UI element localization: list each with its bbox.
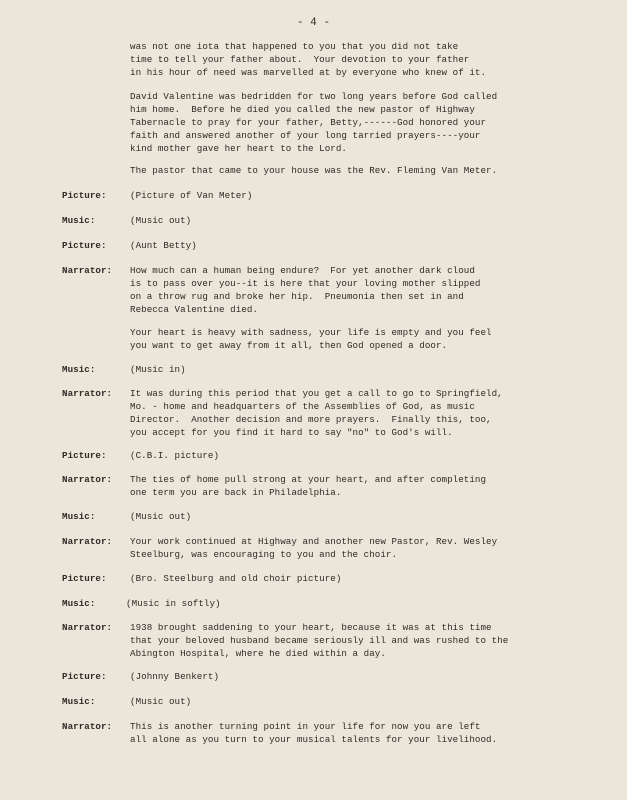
entry-text: (Picture of Van Meter) <box>130 190 253 201</box>
entry-text: (C.B.I. picture) <box>130 450 220 461</box>
entry-text: (Johnny Benkert) <box>130 671 220 682</box>
entry-text: (Bro. Steelburg and old choir picture) <box>130 573 342 584</box>
entry-text: Your heart is heavy with sadness, your life is empty and you feel you want to get away from it all, then God opened a door. <box>130 327 492 351</box>
speaker-label: Music: <box>62 215 96 226</box>
speaker-label: Narrator: <box>62 721 113 732</box>
speaker-label: Picture: <box>62 450 107 461</box>
speaker-label: Picture: <box>62 240 107 251</box>
speaker-label: Music: <box>62 511 96 522</box>
entry-text: (Aunt Betty) <box>130 240 197 251</box>
paragraph: was not one iota that happened to you that you did not take time to tell your father about. Your devotion to your father in his hour of need was marvelled at by everyone who knew of it. <box>130 41 487 78</box>
paragraph: David Valentine was bedridden for two long years before God called him home. Before he died you called the new pastor of Highway Tabernacle to pray for your father, Betty,------God honored your faith and answered another of your long tarried prayers----your kind mother gave her heart to the Lord. <box>130 91 498 154</box>
entry-text: (Music out) <box>130 511 192 522</box>
entry-text: How much can a human being endure? For yet another dark cloud is to pass over you--it is here that your loving mother slipped on a throw rug and broke her hip. Pneumonia then set in and Rebecca Valentine died. <box>130 265 481 315</box>
entry-text: 1938 brought saddening to your heart, because it was at this time that your beloved husband became seriously ill and was rushed to the Abington Hospital, where he died within a day. <box>130 622 509 659</box>
page-number: - 4 - <box>296 17 331 29</box>
speaker-label: Narrator: <box>62 536 113 547</box>
entry-text: It was during this period that you get a call to go to Springfield, Mo. - home and headquarters of the Assemblies of God, as music Director. Another decision and more prayers. Finally this, too, you accept for you find it hard to say "no" to God's will. <box>130 388 503 438</box>
entry-text: (Music in softly) <box>126 598 221 609</box>
entry-text: (Music in) <box>130 364 186 375</box>
speaker-label: Picture: <box>62 573 107 584</box>
speaker-label: Narrator: <box>62 265 113 276</box>
speaker-label: Narrator: <box>62 622 113 633</box>
speaker-label: Music: <box>62 598 96 609</box>
entry-text: (Music out) <box>130 696 192 707</box>
speaker-label: Picture: <box>62 190 107 201</box>
entry-text: The ties of home pull strong at your heart, and after completing one term you are back in Philadelphia. <box>130 474 487 498</box>
speaker-label: Music: <box>62 364 96 375</box>
speaker-label: Narrator: <box>62 474 113 485</box>
paragraph: The pastor that came to your house was the Rev. Fleming Van Meter. <box>130 165 498 176</box>
entry-text: This is another turning point in your life for now you are left all alone as you turn to your musical talents for your livelihood. <box>130 721 498 745</box>
speaker-label: Narrator: <box>62 388 113 399</box>
speaker-label: Music: <box>62 696 96 707</box>
entry-text: (Music out) <box>130 215 192 226</box>
entry-text: Your work continued at Highway and another new Pastor, Rev. Wesley Steelburg, was encouraging to you and the choir. <box>130 536 498 560</box>
speaker-label: Picture: <box>62 671 107 682</box>
